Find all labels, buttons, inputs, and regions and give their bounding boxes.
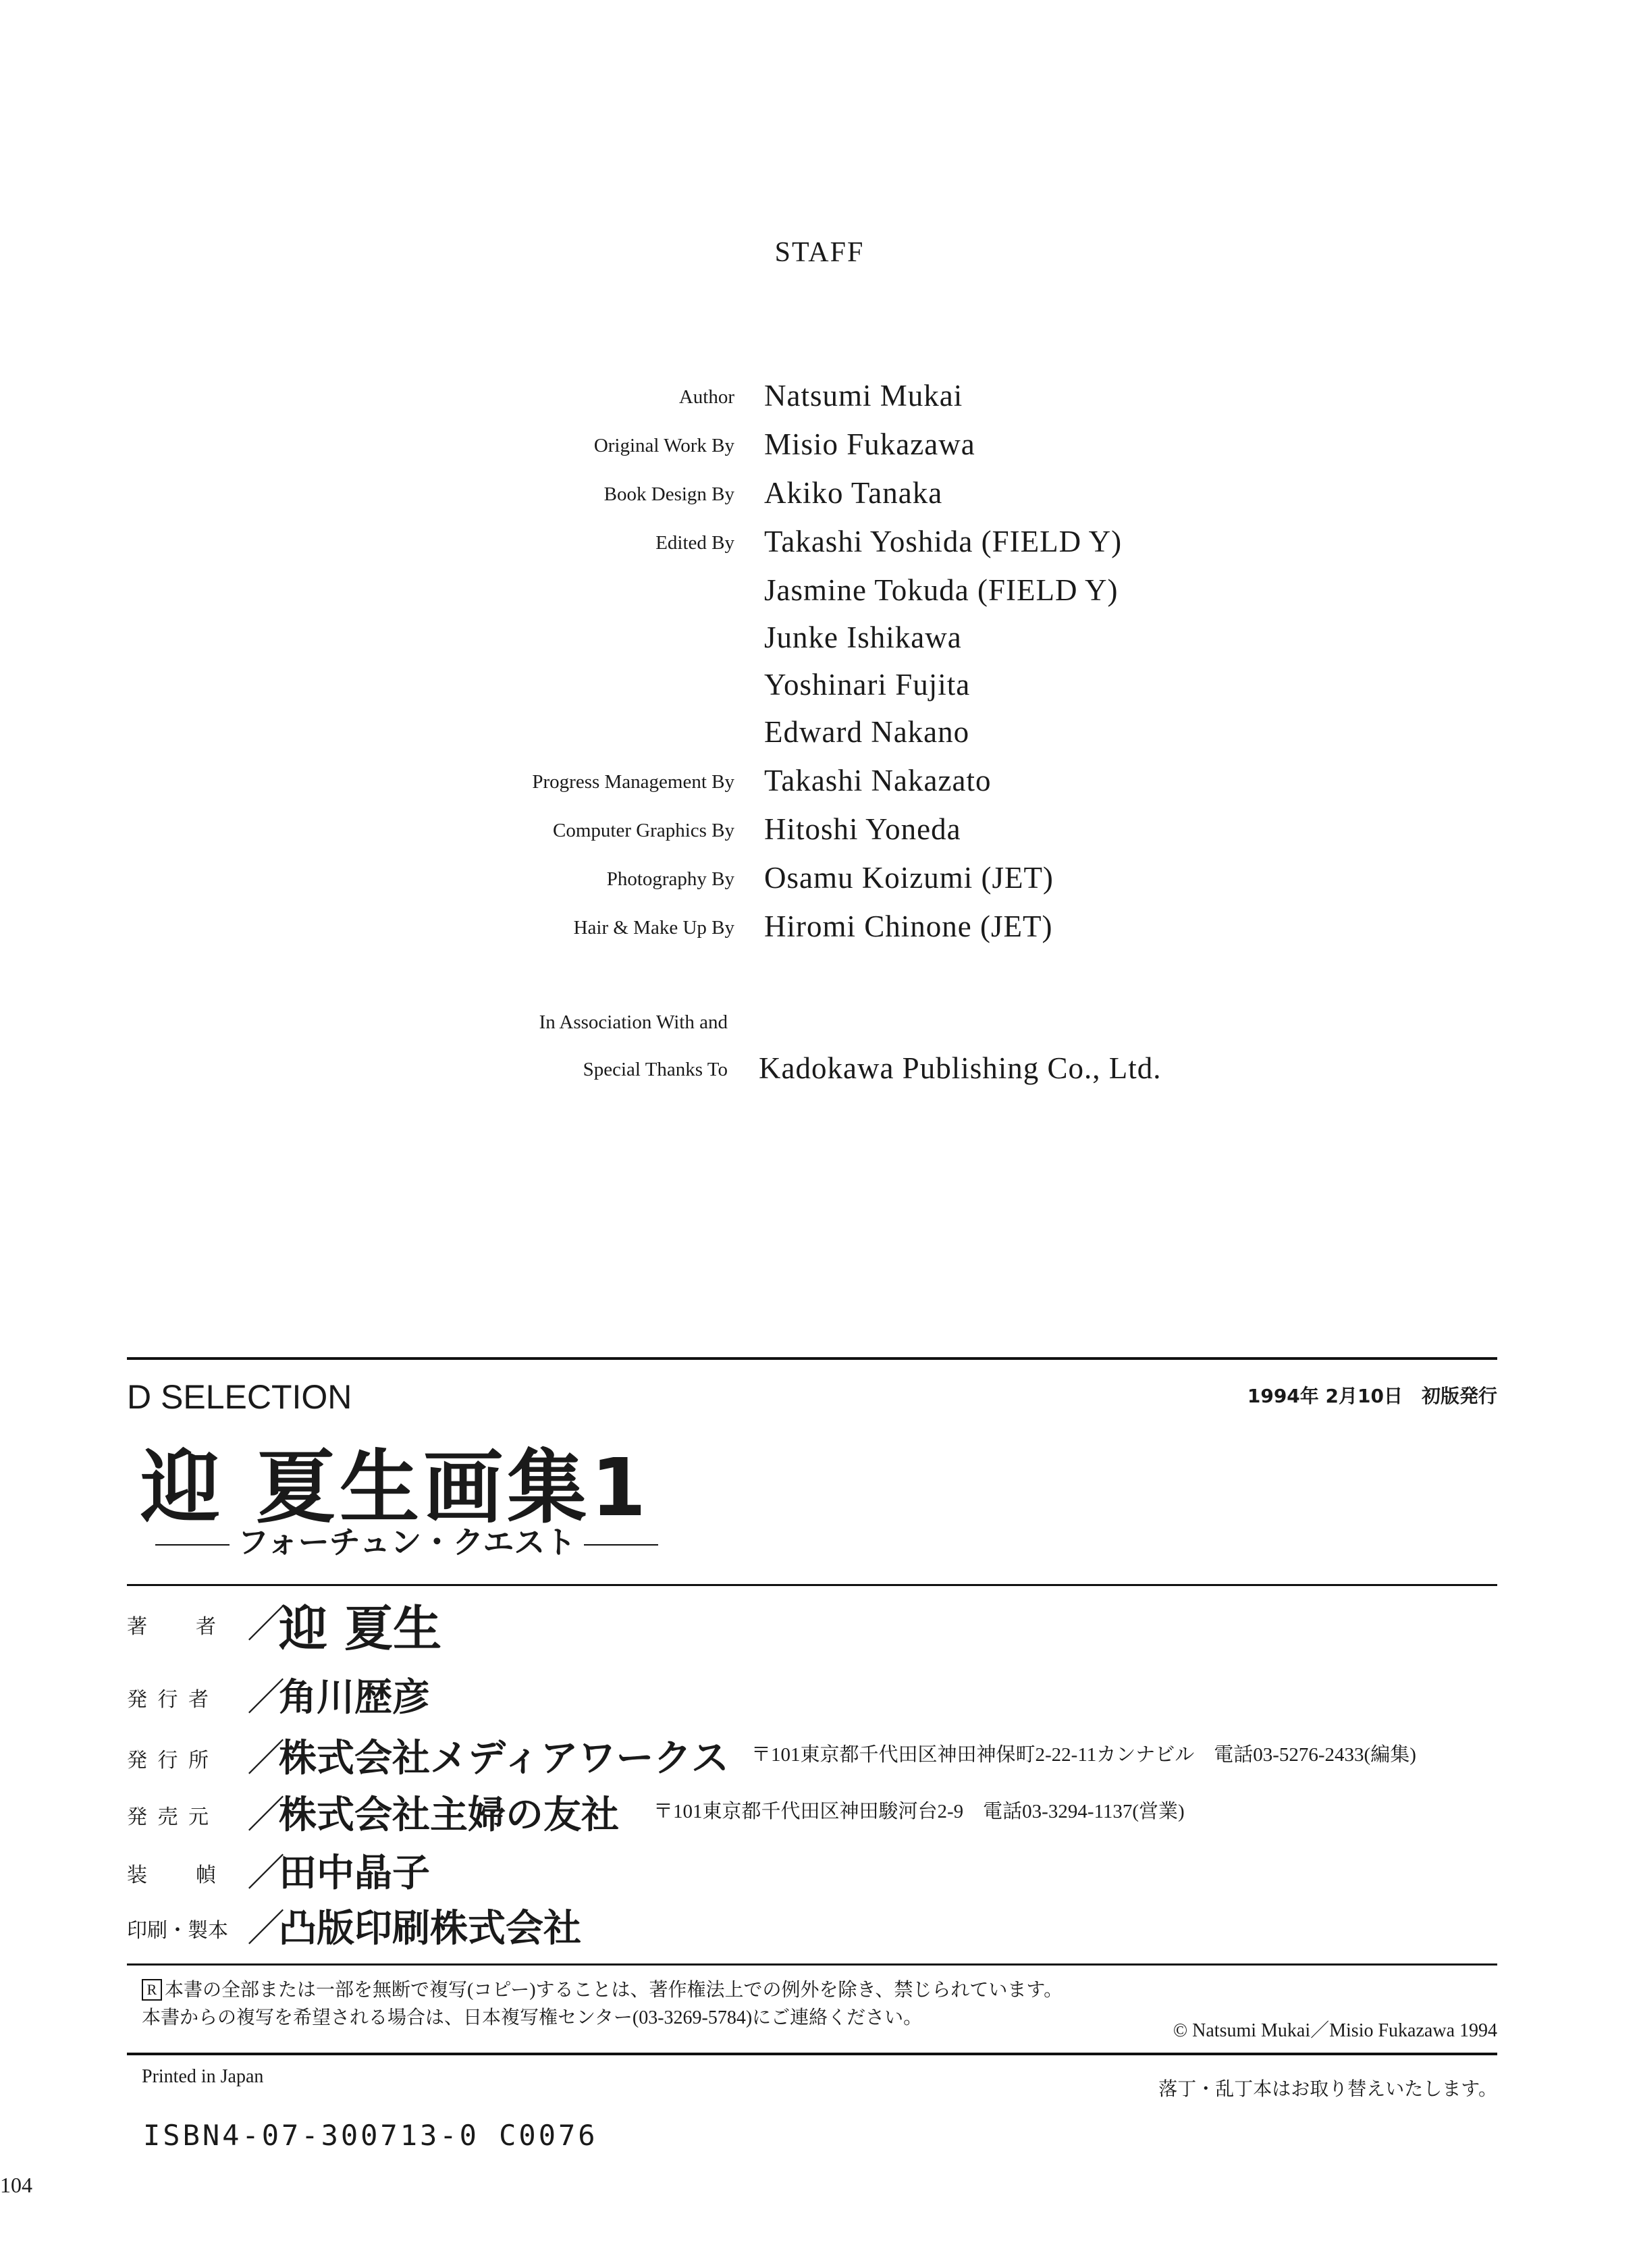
credit-name: Natsumi Mukai (764, 379, 963, 413)
r-mark: R (142, 1979, 162, 2001)
colophon-row-publisher (127, 1668, 1544, 1722)
credit-name: Akiko Tanaka (764, 476, 943, 510)
credit-name: Hitoshi Yoneda (764, 812, 961, 846)
colophon-label: 印刷・製本 (127, 1920, 228, 1942)
bottom-rule (127, 2053, 1497, 2055)
colophon-label: 装 幀 (127, 1864, 219, 1887)
colophon-label: 発 行 所 (127, 1749, 211, 1772)
credit-role: Edited By (655, 532, 734, 554)
colophon-label: 発 売 元 (127, 1806, 211, 1828)
slash-separator: ／ (247, 1793, 285, 1837)
credit-row (0, 714, 1639, 763)
credit-name: Yoshinari Fujita (764, 668, 971, 702)
association-line-1: In Association With and (539, 1011, 728, 1033)
colophon-row-design (127, 1843, 1544, 1897)
credit-role: Progress Management By (532, 771, 734, 793)
credit-name: Takashi Yoshida (FIELD Y) (764, 525, 1123, 558)
credit-role: Author (678, 386, 734, 408)
credit-role: Computer Graphics By (552, 820, 734, 841)
colophon-address: 〒101東京都千代田区神田駿河台2-9 電話03-3294-1137(営業) (653, 1801, 1185, 1822)
credit-row (0, 909, 1639, 957)
slash-separator: ／ (247, 1907, 285, 1951)
credit-role: Photography By (606, 868, 734, 890)
replacement-notice: 落丁・乱丁本はお取り替えいたします。 (1158, 2079, 1497, 2100)
credit-row (0, 667, 1639, 716)
credit-row (0, 378, 1639, 427)
copy-notice-line-2: 本書からの複写を希望される場合は、日本複写権センター(03-3269-5784)にご連絡ください。 (142, 2007, 923, 2028)
subtitle-text: フォーチュン・クエスト (238, 1524, 576, 1560)
credit-name: Edward Nakano (764, 715, 970, 749)
copy-notice-line-1 (142, 1975, 1063, 2002)
colophon-row-distributor (127, 1785, 1544, 1839)
colophon-value: 角川歴彦 (279, 1676, 430, 1720)
colophon-label: 著 者 (127, 1616, 219, 1638)
colophon-row-author (127, 1595, 1544, 1657)
notice-rule (127, 1963, 1497, 1966)
credit-role: Original Work By (593, 435, 734, 456)
credit-row (0, 427, 1639, 475)
credit-name: Jasmine Tokuda (FIELD Y) (764, 573, 1119, 607)
credit-name: Junke Ishikawa (764, 621, 962, 654)
colophon-address: 〒101東京都千代田区神田神保町2-22-11カンナビル 電話03-5276-2433(編集) (751, 1744, 1416, 1766)
staff-title: STAFF (774, 237, 865, 268)
credit-row (0, 524, 1639, 573)
credit-role: Hair & Make Up By (573, 917, 734, 939)
colophon-row-printing (127, 1899, 1544, 1953)
credit-role: Book Design By (603, 483, 734, 505)
credit-name: Misio Fukazawa (764, 427, 975, 461)
association-row (0, 1051, 1639, 1099)
colophon-value: 株式会社メディアワークス (279, 1737, 729, 1781)
credit-row (0, 812, 1639, 860)
copyright: © Natsumi Mukai／Misio Fukazawa 1994 (1173, 2020, 1497, 2041)
isbn: ISBN4-07-300713-0 C0076 (143, 2119, 598, 2152)
subtitle-dash-right (584, 1544, 658, 1546)
book-subtitle (147, 1518, 666, 1562)
credit-row (0, 763, 1639, 812)
credit-row (0, 475, 1639, 524)
association-name: Kadokawa Publishing Co., Ltd. (759, 1051, 1162, 1085)
colophon-value: 迎 夏生 (279, 1600, 442, 1657)
association-row (0, 1003, 1639, 1052)
credit-row (0, 620, 1639, 668)
colophon-value: 凸版印刷株式会社 (279, 1907, 581, 1951)
slash-separator: ／ (247, 1851, 285, 1895)
colophon-label: 発 行 者 (127, 1689, 211, 1711)
top-rule (127, 1357, 1497, 1360)
page-number: 104 (0, 2173, 32, 2197)
credit-row (0, 573, 1639, 621)
credit-row (0, 860, 1639, 909)
publish-date: 1994年 2月10日 初版発行 (1247, 1385, 1497, 1407)
credit-name: Osamu Koizumi (JET) (764, 861, 1054, 895)
slash-separator: ／ (247, 1603, 285, 1647)
printed-in-japan: Printed in Japan (142, 2066, 264, 2087)
slash-separator: ／ (247, 1676, 285, 1720)
association-line-2: Special Thanks To (583, 1059, 728, 1080)
colophon-row-publishing-house (127, 1729, 1544, 1783)
colophon-value: 株式会社主婦の友社 (279, 1793, 619, 1837)
subtitle-dash-left (155, 1544, 230, 1546)
credit-name: Hiromi Chinone (JET) (764, 909, 1053, 943)
middle-rule (127, 1584, 1497, 1586)
colophon-value: 田中晶子 (279, 1851, 430, 1895)
notice-text: 本書の全部または一部を無断で複写(コピー)することは、著作権法上での例外を除き、禁じられています。 (165, 1980, 1063, 2001)
series-name: D SELECTION (127, 1378, 352, 1416)
slash-separator: ／ (247, 1737, 285, 1781)
book-title: 迎 夏生画集1 (140, 1441, 651, 1534)
credit-name: Takashi Nakazato (764, 764, 992, 797)
